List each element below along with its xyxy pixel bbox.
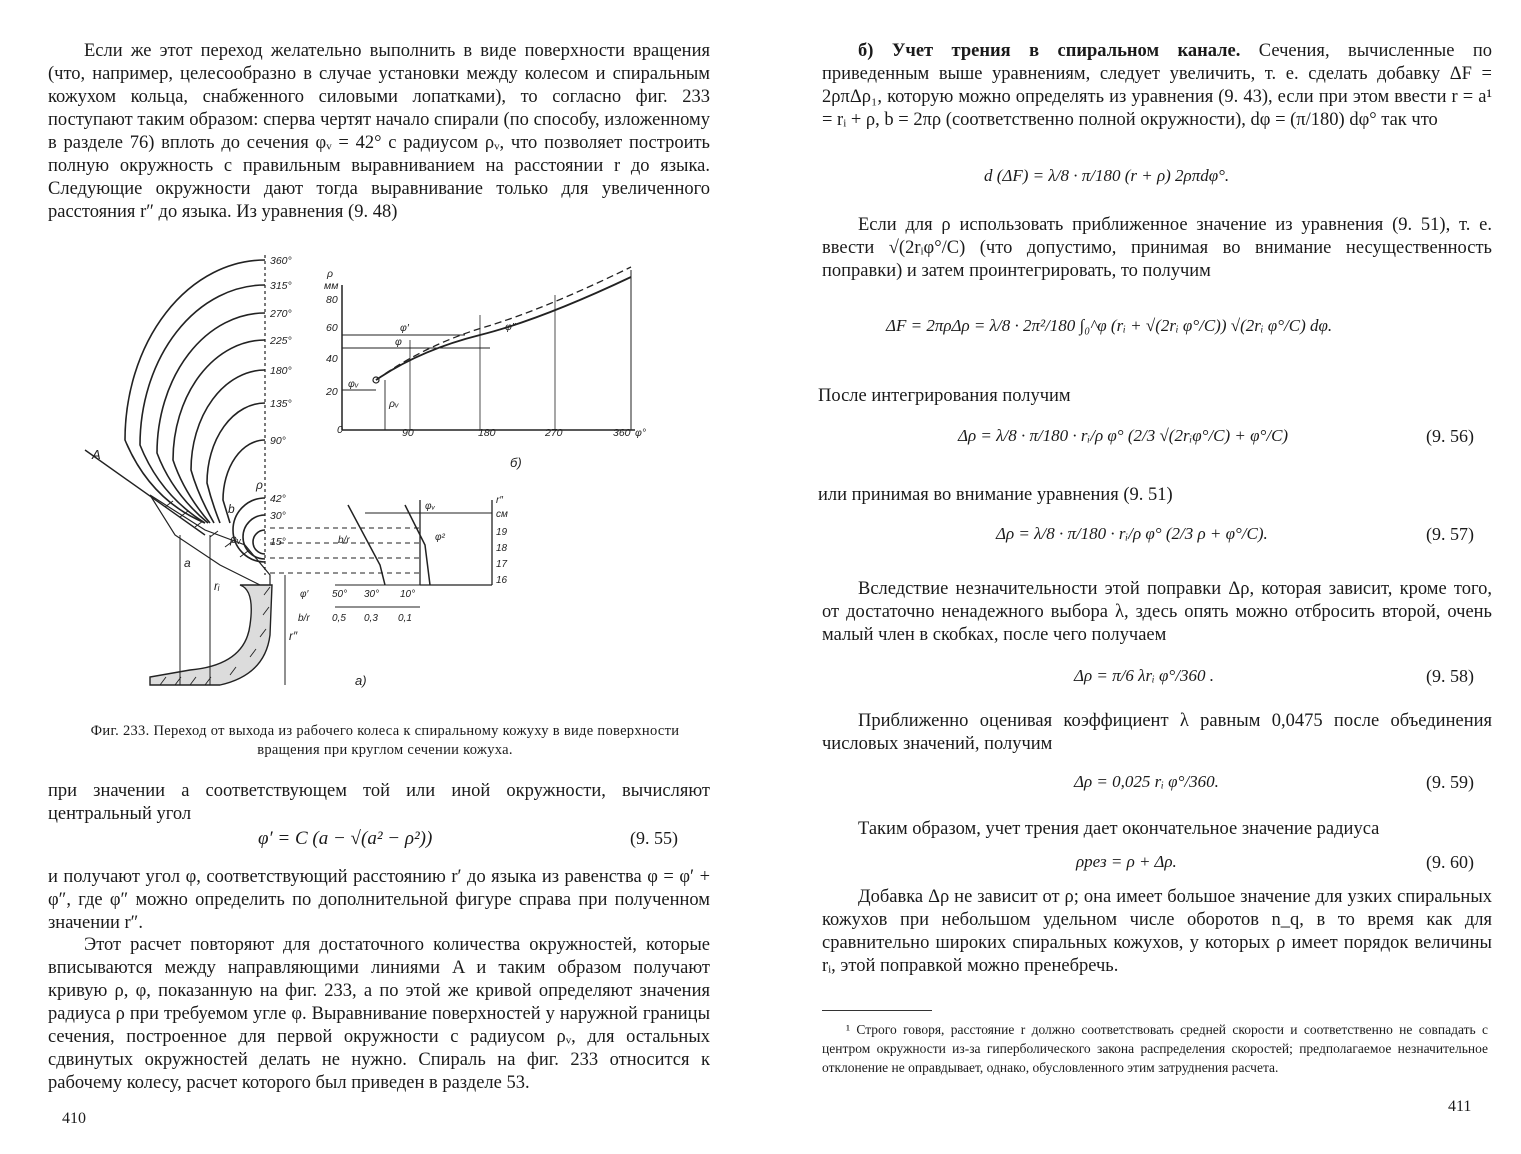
small-phi-label: φ′: [300, 589, 309, 600]
small-ytick-1: 18: [496, 543, 508, 554]
left-paragraph-2: при значении a соответствующем той или иной окружности, вычисляют центральный угол: [48, 781, 710, 824]
guide-label-a: A: [92, 447, 101, 462]
equation-9-59: Δρ = 0,025 rᵢ φ°/360.: [1074, 772, 1219, 791]
equation-9-55-number: (9. 55): [630, 828, 678, 848]
equation-9-60-number: (9. 60): [1426, 852, 1474, 872]
equation-9-58-number: (9. 58): [1426, 666, 1474, 686]
left-page: [0, 0, 760, 1154]
small-phi-tick-0: 50°: [332, 589, 348, 600]
angle-label-4: 180°: [270, 365, 292, 377]
left-paragraph-4: Этот расчет повторяют для достаточного количества окружностей, которые вписываются между направляющими линиями A и таким образом получают кривую ρ, φ, показанную на фиг. 233, a по этой же кривой определяют значения радиуса ρ при требуемом угле φ. Выравнивание поверхностей у наружной границы сечения, построенное для первой окружности с радиусом ρᵥ, для остальных сдвинутых окружностей делать не нужно. Спираль на фиг. 233 относится к рабочему колесу, расчет которого был приведен в разделе 53.: [48, 935, 710, 1093]
plot-b-phi-double: φ″: [505, 321, 516, 333]
right-paragraph-8: Добавка Δρ не зависит от ρ; она имеет большое значение для узких спиральных кожухов при небольшом удельном числе оборотов n_q, в то время как для сравнительно широких спиральных кожухов, у которых ρ имеет порядок величины rᵢ, этой поправкой можно пренебречь.: [822, 887, 1492, 976]
left-page-number: 410: [62, 1110, 86, 1127]
footnote: ¹ Строго говоря, расстояние r должно соответствовать средней скорости и соответственно не совпадать с центром окружности из-за гиперболического закона распределения скоростей; предполагаемое незначительное отклонение не оправдывает, однако, обусловленного этим затруднения расчета.: [822, 1022, 1488, 1075]
small-ytick-0: 19: [496, 527, 508, 538]
footnote-rule: [822, 1010, 932, 1011]
label-ri: rᵢ: [214, 579, 220, 593]
small-phi2: φ²: [435, 532, 445, 543]
small-ytick-2: 17: [496, 559, 508, 570]
plot-small: [298, 495, 508, 624]
small-br-tick-1: 0,3: [364, 613, 378, 624]
small-br: b/r: [338, 535, 350, 546]
small-br-tick-0: 0,5: [332, 613, 346, 624]
section-heading: б) Учет трения в спиральном канале.: [858, 41, 1241, 61]
small-phi-tick-1: 30°: [364, 589, 380, 600]
plot-b-ytick-3: 20: [326, 386, 338, 398]
small-br-label: b/r: [298, 613, 310, 624]
right-paragraph-7: Таким образом, учет трения дает окончательное значение радиуса: [858, 819, 1380, 839]
sublabel-a: а): [355, 673, 367, 688]
right-paragraph-1: [822, 40, 1492, 132]
label-b: b: [228, 502, 235, 516]
equation-dF: d (ΔF) = λ/8 · π/180 (r + ρ) 2ρπdφ°.: [984, 166, 1230, 185]
right-paragraph-3: После интегрирования получим: [818, 386, 1071, 406]
right-paragraph-1-text: Сечения, вычисленные по приведенным выше уравнениям, следует увеличить, т. е. сделать добавку ΔF = 2ρπΔρ₁, которую можно определять из уравнения (9. 43), если при этом ввести r = a¹ = rᵢ + ρ, b = 2πρ (соответственно полной окружности), dφ = (π/180) dφ° так что: [822, 41, 1492, 130]
small-ytick-3: 16: [496, 575, 508, 586]
label-a: a: [184, 556, 191, 570]
plot-b-ytick-0: 80: [326, 294, 338, 306]
small-br-tick-2: 0,1: [398, 613, 412, 624]
right-page: [760, 0, 1521, 1154]
plot-b-xunit: φ°: [635, 427, 647, 439]
plot-b-phiv: φᵥ: [348, 378, 359, 390]
angle-label-1: 315°: [270, 280, 292, 292]
angle-label-5: 135°: [270, 398, 292, 410]
left-paragraph-1: Если же этот переход желательно выполнить в виде поверхности вращения (что, например, целесообразно в случае установки между колесом и спиральным кожухом кольца, снабженного силовыми лопатками), то согласно фиг. 233 поступают таким образом: сперва чертят начало спирали (по способу, изложенному в разделе 76) вплоть до сечения φᵥ = 42° с радиусом ρᵥ, что позволяет построить полную окружность с правильным выравниванием на расстоянии r до языка. Следующие окружности дают тогда выравнивание только для увеличенного расстояния r″ до языка. Из уравнения (9. 48): [48, 41, 710, 222]
plot-b-rhov: ρᵥ: [389, 398, 399, 410]
plot-b-ylabel: ρ: [327, 268, 334, 280]
plot-b-xtick-2: 270: [545, 427, 563, 439]
plot-b-ytick-1: 60: [326, 322, 338, 334]
right-paragraph-4: или принимая во внимание уравнения (9. 51): [818, 485, 1173, 505]
right-paragraph-6: Приближенно оценивая коэффициент λ равным 0,0475 после объединения числовых значений, получим: [822, 711, 1492, 754]
angle-label-6: 90°: [270, 435, 286, 447]
small-phiv: φᵥ: [425, 501, 436, 512]
equation-integral: ΔF = 2πρΔρ = λ/8 · 2π²/180 ∫₀^φ (rᵢ + √(2rᵢ φ°/C)) √(2rᵢ φ°/C) dφ.: [886, 316, 1333, 335]
plot-b-phi: φ: [395, 336, 402, 348]
right-paragraph-2: Если для ρ использовать приближенное значение из уравнения (9. 51), т. е. ввести √(2rᵢφ°/C) (что допустимо, принимая во внимание несущественность поправки) и затем проинтегрировать, то получим: [822, 215, 1492, 281]
small-phi-tick-2: 10°: [400, 589, 416, 600]
figure-caption: Фиг. 233. Переход от выхода из рабочего колеса к спиральному кожуху в виде поверхности вращения при круглом сечении кожуха.: [90, 723, 680, 758]
equation-9-57: Δρ = λ/8 · π/180 · rᵢ/ρ φ° (2/3 ρ + φ°/C).: [996, 524, 1268, 543]
label-rho: ρ: [256, 478, 263, 492]
small-ylabel: r″: [496, 495, 503, 506]
equation-9-58: Δρ = π/6 λrᵢ φ°/360 .: [1074, 666, 1214, 685]
right-paragraph-5: Вследствие незначительности этой поправки Δρ, которая зависит, кроме того, от достаточно ненадежного выбора λ, здесь опять можно отбросить второй, очень малый член в скобках, после чего получаем: [822, 579, 1492, 645]
equation-9-55: φ′ = C (a − √(a² − ρ²)): [258, 828, 433, 849]
plot-b-yunit: мм: [324, 280, 339, 292]
sublabel-b: б): [510, 455, 522, 470]
angle-label-9: 15°: [270, 536, 286, 548]
small-yunit: см: [496, 509, 508, 520]
plot-b-xtick-0: 90: [402, 427, 414, 439]
plot-b: [324, 267, 646, 470]
label-r2: r″: [289, 629, 298, 643]
equation-9-56-number: (9. 56): [1426, 426, 1474, 446]
equation-9-57-number: (9. 57): [1426, 524, 1474, 544]
angle-label-8: 30°: [270, 510, 286, 522]
plot-b-xtick-3: 360: [613, 427, 631, 439]
equation-9-59-number: (9. 59): [1426, 772, 1474, 792]
angle-label-0: 360°: [270, 255, 292, 267]
plot-b-phi-prime: φ′: [400, 322, 409, 334]
label-rhov: ρᵥ: [230, 532, 242, 546]
spiral-arcs: [125, 260, 265, 562]
angle-label-3: 225°: [270, 335, 292, 347]
left-paragraph-3: и получают угол φ, соответствующий расстоянию r′ до языка из равенства φ = φ′ + φ″, где φ″ можно определить по дополнительной фигуре справа при полученном значении r″.: [48, 867, 710, 933]
right-page-number: 411: [1448, 1098, 1472, 1115]
angle-label-7: 42°: [270, 493, 286, 505]
plot-b-ytick-2: 40: [326, 353, 338, 365]
plot-b-ytick-4: 0: [337, 424, 343, 436]
figure-233: [80, 245, 700, 705]
equation-9-60: ρрез = ρ + Δρ.: [1076, 852, 1177, 871]
equation-9-56: Δρ = λ/8 · π/180 · rᵢ/ρ φ° (2/3 √(2rᵢφ°/C) + φ°/C): [958, 426, 1289, 445]
plot-b-xtick-1: 180: [478, 427, 496, 439]
angle-label-2: 270°: [270, 308, 292, 320]
